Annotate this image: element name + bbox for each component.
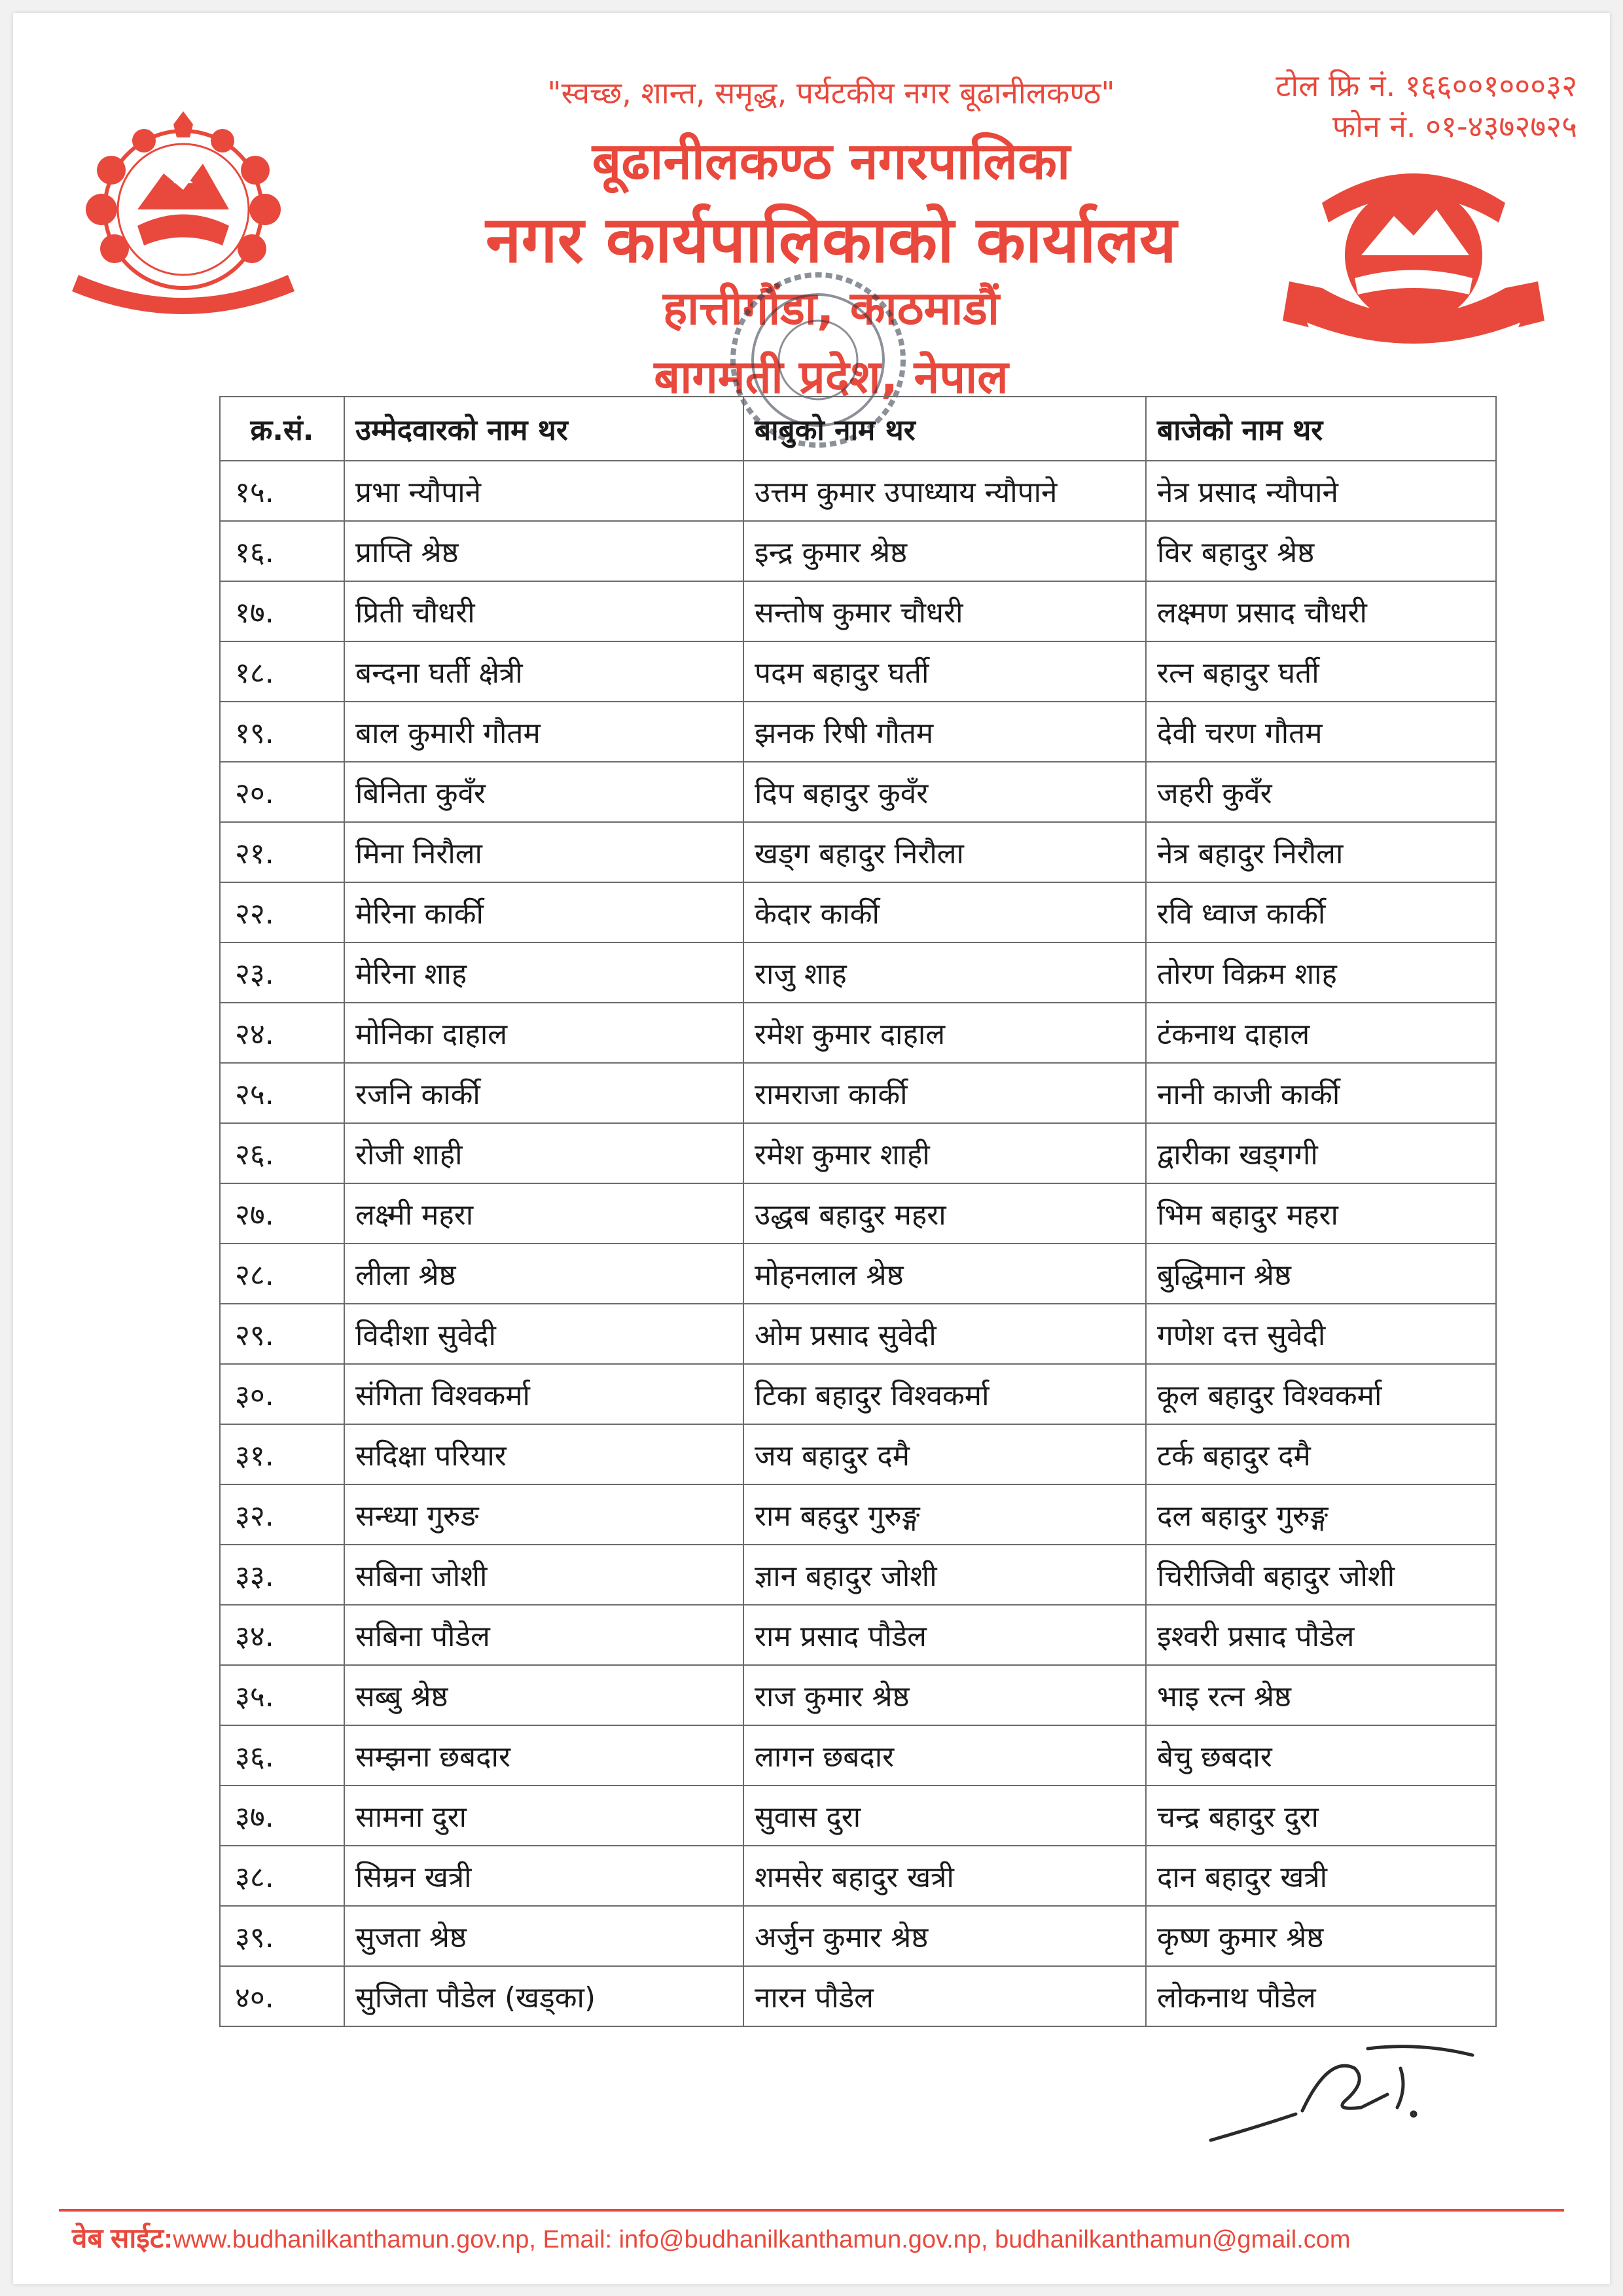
grandfather-name-cell: रवि ध्वाज कार्की	[1146, 882, 1496, 942]
father-name-cell: जय बहादुर दमै	[743, 1424, 1146, 1484]
serial-cell: १८.	[220, 641, 344, 702]
candidate-name-cell: मेरिना शाह	[344, 942, 743, 1003]
serial-cell: २०.	[220, 762, 344, 822]
candidate-name-cell: सुजिता पौडेल (खड्का)	[344, 1966, 743, 2026]
table-row	[220, 1966, 1496, 2026]
serial-cell: १५.	[220, 461, 344, 521]
grandfather-name-cell: तोरण विक्रम शाह	[1146, 942, 1496, 1003]
father-name-cell: खड्ग बहादुर निरौला	[743, 822, 1146, 882]
candidate-name-cell: सबिना पौडेल	[344, 1605, 743, 1665]
table-row	[220, 1665, 1496, 1725]
serial-cell: ३१.	[220, 1424, 344, 1484]
serial-cell: २६.	[220, 1123, 344, 1183]
table-row	[220, 1785, 1496, 1846]
serial-cell: ३०.	[220, 1364, 344, 1424]
candidate-name-cell: मिना निरौला	[344, 822, 743, 882]
header-candidate-name: उम्मेदवारको नाम थर	[344, 397, 743, 461]
candidate-name-cell: विदीशा सुवेदी	[344, 1304, 743, 1364]
serial-cell: २७.	[220, 1183, 344, 1244]
grandfather-name-cell: कृष्ण कुमार श्रेष्ठ	[1146, 1906, 1496, 1966]
header-serial: क्र.सं.	[220, 397, 344, 461]
father-name-cell: ओम प्रसाद सुवेदी	[743, 1304, 1146, 1364]
father-name-cell: उद्धब बहादुर महरा	[743, 1183, 1146, 1244]
footer-divider	[59, 2209, 1564, 2212]
province-name: बागमती प्रदेश, नेपाल	[654, 350, 1008, 404]
table-row	[220, 822, 1496, 882]
serial-cell: १६.	[220, 521, 344, 581]
serial-cell: २९.	[220, 1304, 344, 1364]
father-name-cell: रमेश कुमार दाहाल	[743, 1003, 1146, 1063]
grandfather-name-cell: जहरी कुवँर	[1146, 762, 1496, 822]
office-location: हात्तीगौंडा, काठमाडौं	[662, 281, 999, 335]
father-name-cell: सुवास दुरा	[743, 1785, 1146, 1846]
website-link[interactable]: www.budhanilkanthamun.gov.np	[173, 2226, 529, 2253]
candidate-name-cell: लीला श्रेष्ठ	[344, 1244, 743, 1304]
tollfree-number: टोल फ्रि नं. १६६००१०००३२	[1275, 68, 1577, 103]
candidate-name-cell: सन्ध्या गुरुङ	[344, 1484, 743, 1545]
phone-number: फोन नं. ०१-४३७२७२५	[1332, 109, 1577, 144]
candidate-name-cell: सिम्रन खत्री	[344, 1846, 743, 1906]
table-row	[220, 1183, 1496, 1244]
table-row	[220, 1545, 1496, 1605]
grandfather-name-cell: चन्द्र बहादुर दुरा	[1146, 1785, 1496, 1846]
serial-cell: ३२.	[220, 1484, 344, 1545]
candidate-name-cell: मेरिना कार्की	[344, 882, 743, 942]
candidate-name-cell: सबिना जोशी	[344, 1545, 743, 1605]
father-name-cell: अर्जुन कुमार श्रेष्ठ	[743, 1906, 1146, 1966]
signature	[1204, 2029, 1479, 2153]
father-name-cell: राम बहदुर गुरुङ्ग	[743, 1484, 1146, 1545]
table-row	[220, 882, 1496, 942]
grandfather-name-cell: टर्क बहादुर दमै	[1146, 1424, 1496, 1484]
table-row	[220, 1244, 1496, 1304]
municipality-name: बूढानीलकण्ठ नगरपालिका	[592, 132, 1071, 191]
office-title: नगर कार्यपालिकाको कार्यालय	[486, 203, 1177, 278]
candidate-name-cell: रजनि कार्की	[344, 1063, 743, 1123]
serial-cell: २४.	[220, 1003, 344, 1063]
table-row	[220, 1484, 1496, 1545]
father-name-cell: रमेश कुमार शाही	[743, 1123, 1146, 1183]
candidate-name-cell: रोजी शाही	[344, 1123, 743, 1183]
serial-cell: ३९.	[220, 1906, 344, 1966]
grandfather-name-cell: भिम बहादुर महरा	[1146, 1183, 1496, 1244]
serial-cell: ४०.	[220, 1966, 344, 2026]
grandfather-name-cell: नेत्र प्रसाद न्यौपाने	[1146, 461, 1496, 521]
serial-cell: २५.	[220, 1063, 344, 1123]
father-name-cell: लागन छबदार	[743, 1725, 1146, 1785]
table-row	[220, 702, 1496, 762]
grandfather-name-cell: बुद्धिमान श्रेष्ठ	[1146, 1244, 1496, 1304]
serial-cell: २२.	[220, 882, 344, 942]
serial-cell: २१.	[220, 822, 344, 882]
footer-contacts: वेब साईट:www.budhanilkanthamun.gov.np, Email: info@budhanilkanthamun.gov.np, budhanilkanthamun@gmail.com	[72, 2223, 1351, 2253]
table-row	[220, 1846, 1496, 1906]
table-row	[220, 1123, 1496, 1183]
serial-cell: १९.	[220, 702, 344, 762]
header-grandfather-name: बाजेको नाम थर	[1146, 397, 1496, 461]
candidate-name-cell: सदिक्षा परियार	[344, 1424, 743, 1484]
candidate-name-cell: बिनिता कुवँर	[344, 762, 743, 822]
nepal-emblem-logo	[59, 111, 308, 321]
email-link-info[interactable]: info@budhanilkanthamun.gov.np	[618, 2226, 982, 2253]
document-page	[13, 13, 1610, 2284]
father-name-cell: रामराजा कार्की	[743, 1063, 1146, 1123]
serial-cell: २३.	[220, 942, 344, 1003]
table-row	[220, 1424, 1496, 1484]
candidate-name-cell: बाल कुमारी गौतम	[344, 702, 743, 762]
candidate-name-cell: मोनिका दाहाल	[344, 1003, 743, 1063]
table-row	[220, 942, 1496, 1003]
father-name-cell: सन्तोष कुमार चौधरी	[743, 581, 1146, 641]
contact-numbers	[1152, 65, 1577, 147]
table-header-row	[220, 397, 1496, 461]
footer-website-label: वेब साईट:	[72, 2223, 173, 2253]
table-row	[220, 1605, 1496, 1665]
serial-cell: ३५.	[220, 1665, 344, 1725]
grandfather-name-cell: द्वारीका खड्गगी	[1146, 1123, 1496, 1183]
father-name-cell: राज कुमार श्रेष्ठ	[743, 1665, 1146, 1725]
serial-cell: ३४.	[220, 1605, 344, 1665]
grandfather-name-cell: नेत्र बहादुर निरौला	[1146, 822, 1496, 882]
table-row	[220, 1364, 1496, 1424]
table-row	[220, 1304, 1496, 1364]
table-row	[220, 1906, 1496, 1966]
father-name-cell: झनक रिषी गौतम	[743, 702, 1146, 762]
father-name-cell: टिका बहादुर विश्वकर्मा	[743, 1364, 1146, 1424]
grandfather-name-cell: लक्ष्मण प्रसाद चौधरी	[1146, 581, 1496, 641]
header-father-name: बाबुको नाम थर	[743, 397, 1146, 461]
table-row	[220, 762, 1496, 822]
grandfather-name-cell: भाइ रत्न श्रेष्ठ	[1146, 1665, 1496, 1725]
table-body	[220, 461, 1496, 2026]
father-name-cell: केदार कार्की	[743, 882, 1146, 942]
father-name-cell: इन्द्र कुमार श्रेष्ठ	[743, 521, 1146, 581]
candidate-name-cell: लक्ष्मी महरा	[344, 1183, 743, 1244]
table-row	[220, 641, 1496, 702]
serial-cell: १७.	[220, 581, 344, 641]
candidate-name-cell: सब्बु श्रेष्ठ	[344, 1665, 743, 1725]
grandfather-name-cell: लोकनाथ पौडेल	[1146, 1966, 1496, 2026]
serial-cell: ३६.	[220, 1725, 344, 1785]
father-name-cell: राम प्रसाद पौडेल	[743, 1605, 1146, 1665]
candidate-name-cell: सामना दुरा	[344, 1785, 743, 1846]
father-name-cell: उत्तम कुमार उपाध्याय न्यौपाने	[743, 461, 1146, 521]
father-name-cell: दिप बहादुर कुवँर	[743, 762, 1146, 822]
table-row	[220, 1063, 1496, 1123]
table-row	[220, 461, 1496, 521]
grandfather-name-cell: नानी काजी कार्की	[1146, 1063, 1496, 1123]
email-label: Email:	[543, 2226, 613, 2253]
candidate-name-cell: प्रिती चौधरी	[344, 581, 743, 641]
father-name-cell: ज्ञान बहादुर जोशी	[743, 1545, 1146, 1605]
grandfather-name-cell: टंकनाथ दाहाल	[1146, 1003, 1496, 1063]
serial-cell: २८.	[220, 1244, 344, 1304]
grandfather-name-cell: कूल बहादुर विश्वकर्मा	[1146, 1364, 1496, 1424]
slogan: "स्वच्छ, शान्त, समृद्ध, पर्यटकीय नगर बूढानीलकण्ठ"	[547, 75, 1115, 111]
candidate-table	[219, 396, 1497, 2027]
serial-cell: ३८.	[220, 1846, 344, 1906]
grandfather-name-cell: बेचु छबदार	[1146, 1725, 1496, 1785]
grandfather-name-cell: रत्न बहादुर घर्ती	[1146, 641, 1496, 702]
grandfather-name-cell: विर बहादुर श्रेष्ठ	[1146, 521, 1496, 581]
father-name-cell: राजु शाह	[743, 942, 1146, 1003]
father-name-cell: शमसेर बहादुर खत्री	[743, 1846, 1146, 1906]
serial-cell: ३३.	[220, 1545, 344, 1605]
candidate-name-cell: सम्झना छबदार	[344, 1725, 743, 1785]
father-name-cell: पदम बहादुर घर्ती	[743, 641, 1146, 702]
table-row	[220, 581, 1496, 641]
table-row	[220, 521, 1496, 581]
municipality-logo	[1283, 157, 1544, 347]
candidate-name-cell: प्राप्ति श्रेष्ठ	[344, 521, 743, 581]
candidate-name-cell: बन्दना घर्ती क्षेत्री	[344, 641, 743, 702]
candidate-name-cell: प्रभा न्यौपाने	[344, 461, 743, 521]
table-row	[220, 1725, 1496, 1785]
father-name-cell: मोहनलाल श्रेष्ठ	[743, 1244, 1146, 1304]
father-name-cell: नारन पौडेल	[743, 1966, 1146, 2026]
grandfather-name-cell: गणेश दत्त सुवेदी	[1146, 1304, 1496, 1364]
grandfather-name-cell: दान बहादुर खत्री	[1146, 1846, 1496, 1906]
grandfather-name-cell: चिरीजिवी बहादुर जोशी	[1146, 1545, 1496, 1605]
serial-cell: ३७.	[220, 1785, 344, 1846]
candidate-name-cell: संगिता विश्वकर्मा	[344, 1364, 743, 1424]
table-row	[220, 1003, 1496, 1063]
candidate-name-cell: सुजता श्रेष्ठ	[344, 1906, 743, 1966]
grandfather-name-cell: इश्वरी प्रसाद पौडेल	[1146, 1605, 1496, 1665]
grandfather-name-cell: दल बहादुर गुरुङ्ग	[1146, 1484, 1496, 1545]
email-link-gmail[interactable]: budhanilkanthamun@gmail.com	[995, 2226, 1351, 2253]
grandfather-name-cell: देवी चरण गौतम	[1146, 702, 1496, 762]
